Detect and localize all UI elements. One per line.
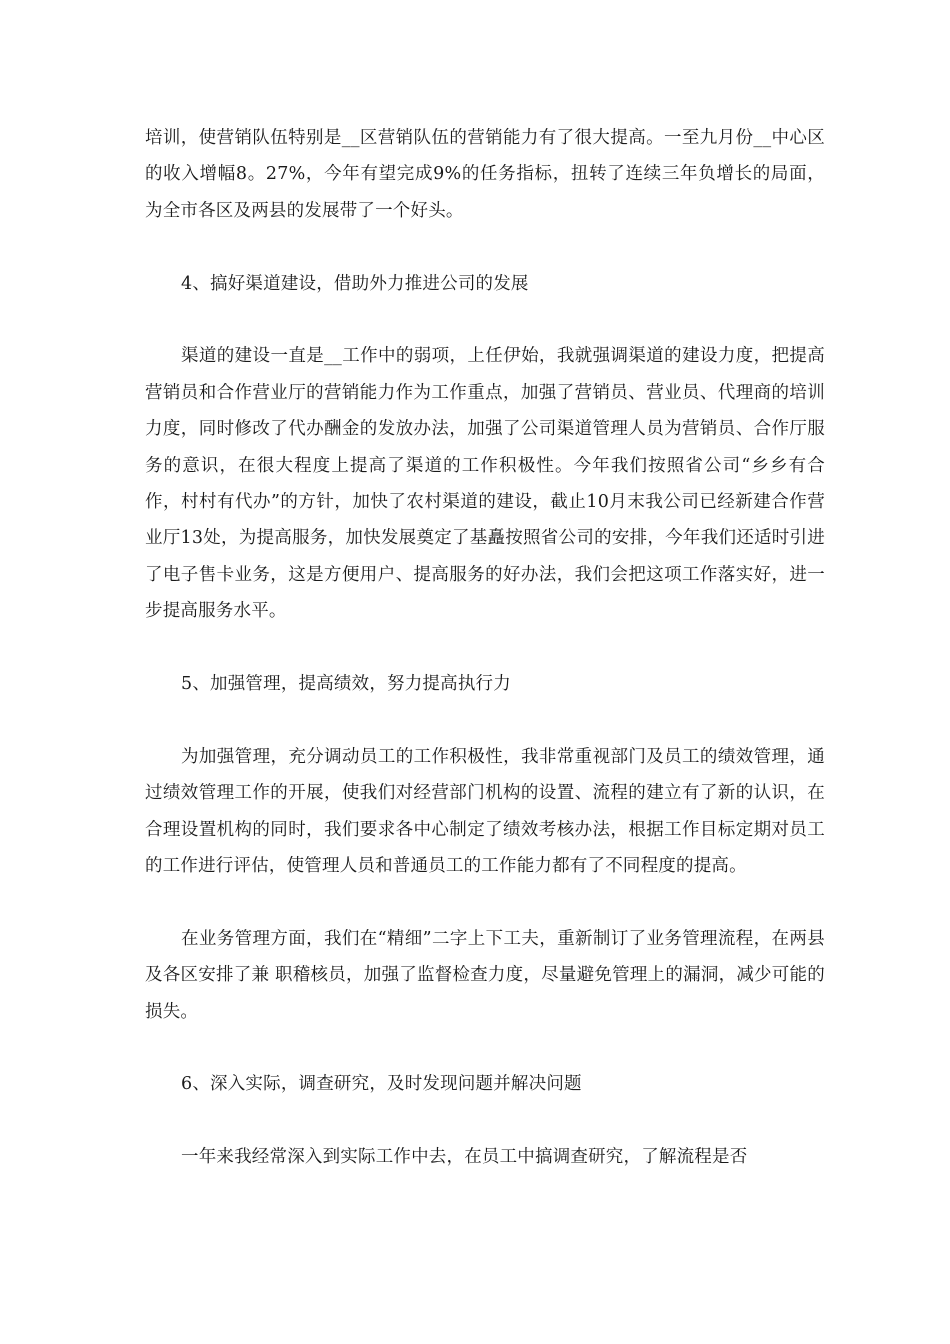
document-body: [145, 120, 825, 1176]
paragraph-spacer: [145, 630, 825, 666]
heading-channel-construction: 4、搞好渠道建设，借助外力推进公司的发展: [181, 273, 529, 294]
paragraph-spacer: [145, 884, 825, 920]
paragraph-spacer: [145, 229, 825, 265]
paragraph-training-results: 培训，使营销队伍特别是__区营销队伍的营销能力有了很大提高。一至九月份__中心区的收入增幅8。27%，今年有望完成9%的任务指标，扭转了连续三年负增长的局面，为全市各区及两县的发展带了一个好头。: [145, 128, 825, 221]
paragraph-field-research: 一年来我经常深入到实际工作中去，在员工中搞调查研究，了解流程是否: [181, 1147, 748, 1168]
paragraph-spacer: [145, 302, 825, 338]
paragraph-performance-management: 为加强管理，充分调动员工的工作积极性，我非常重视部门及员工的绩效管理，通过绩效管理工作的开展，使我们对经营部门机构的设置、流程的建立有了新的认识，在合理设置机构的同时，我们要求各中心制定了绩效考核办法，根据工作目标定期对员工的工作进行评估，使管理人员和普通员工的工作能力都有了不同程度的提高。: [145, 746, 825, 877]
paragraph-channel-construction: 渠道的建设一直是__工作中的弱项，上任伊始，我就强调渠道的建设力度，把提高营销员和合作营业厅的营销能力作为工作重点，加强了营销员、营业员、代理商的培训力度，同时修改了代办酬金的发放办法，加强了公司渠道管理人员为营销员、合作厅服务的意识，在很大程度上提高了渠道的工作积极性。今年我们按照省公司“乡乡有合作，村村有代办”的方针，加快了农村渠道的建设，截止10月末我公司已经新建合作营业厅13处，为提高服务，加快发展奠定了基矗按照省公司的安排，今年我们还适时引进了电子售卡业务，这是方便用户、提高服务的好办法，我们会把这项工作落实好，进一步提高服务水平。: [145, 346, 825, 622]
heading-field-research: 6、深入实际，调查研究，及时发现问题并解决问题: [181, 1074, 582, 1095]
paragraph-spacer: [145, 1030, 825, 1066]
paragraph-spacer: [145, 702, 825, 738]
paragraph-business-management: 在业务管理方面，我们在“精细”二字上下工夫，重新制订了业务管理流程，在两县及各区安排了兼 职稽核员，加强了监督检查力度，尽量避免管理上的漏洞，减少可能的损失。: [145, 928, 825, 1022]
heading-management-performance: 5、加强管理，提高绩效，努力提高执行力: [181, 674, 511, 695]
paragraph-spacer: [145, 1103, 825, 1139]
